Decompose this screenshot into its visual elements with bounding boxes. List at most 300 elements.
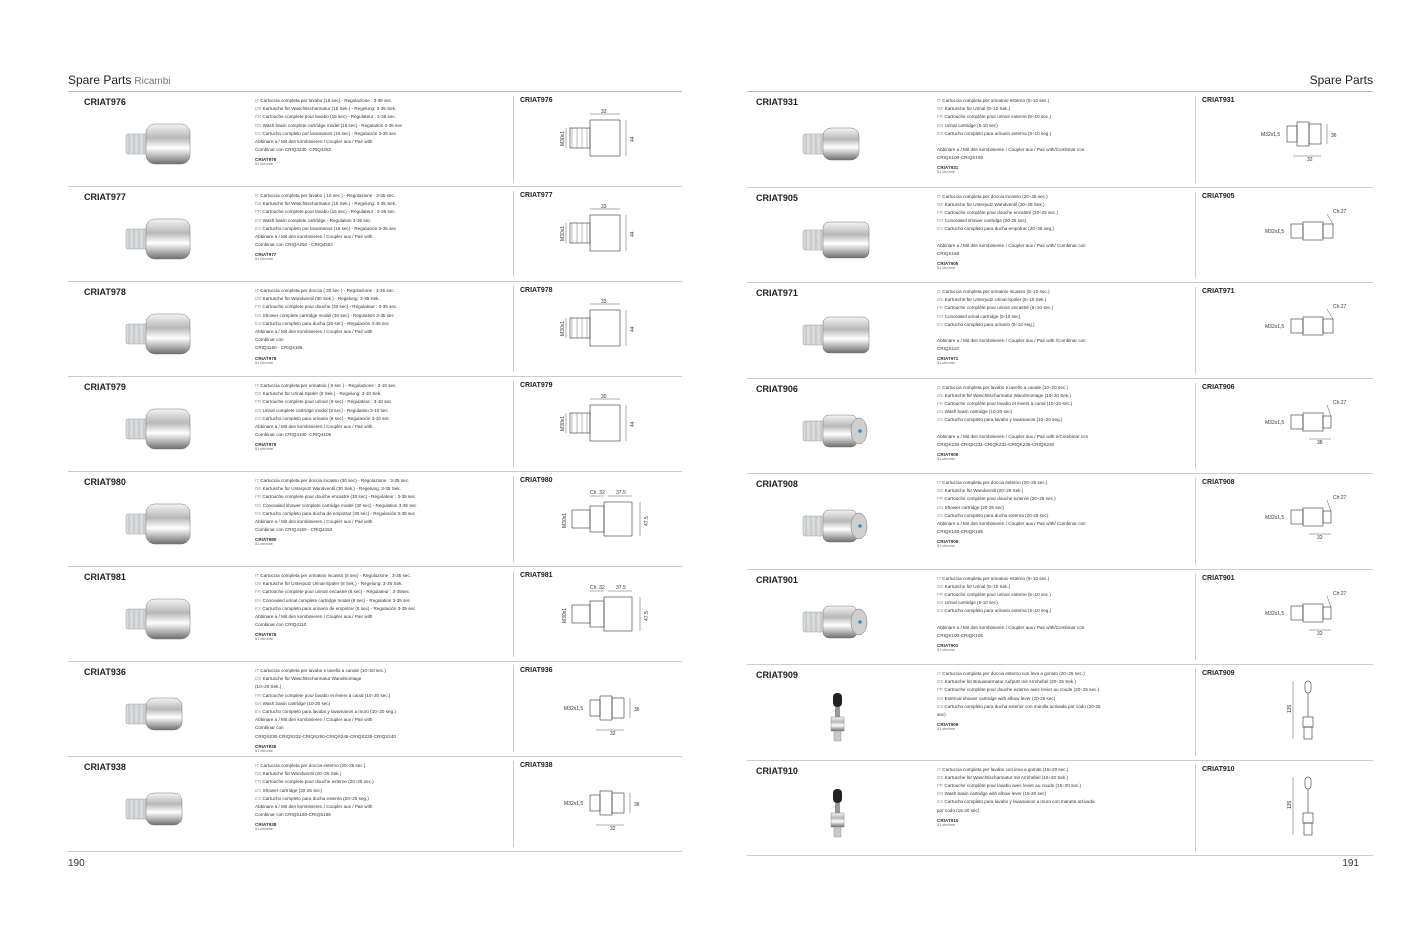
article-code: CRIAT905 (937, 260, 959, 266)
description-text: Cartucho completo para ducha de empotrar (30 sec) - Regulación 3-35 sec (262, 510, 416, 516)
cartridge-photo (797, 691, 877, 743)
drawing-area (1253, 104, 1369, 170)
product-photo (797, 214, 877, 266)
description-text: Abbinare a / Mit den kombinieren / Coupler aux / Pair with/ Combinar con (937, 242, 1086, 248)
language-code: ES (937, 130, 944, 136)
description-line (937, 130, 1137, 138)
product-description (255, 97, 437, 167)
article-code: CRIAT901 (937, 642, 959, 648)
technical-drawing (1253, 582, 1369, 648)
page-header (1310, 73, 1373, 87)
description-text: Combinar con CRIQ4110 (255, 622, 307, 628)
dimension-label: M32x1,5 (1265, 515, 1285, 521)
dimension-label: 47.5 (644, 516, 650, 526)
description-text: CRIQS230-CRIQS232-CRIQS250-CRIQS245-CRIQS235-CRIQS240 (255, 733, 396, 739)
description-text: Kartusche für Wandventil (30 Sek.) - Regelung: 3-35 Sek. (262, 296, 380, 302)
dimension-label: M30x1 (560, 320, 566, 336)
description-line (255, 493, 437, 501)
product-description (255, 667, 437, 754)
column-divider (1195, 478, 1196, 565)
description-line (255, 344, 437, 352)
description-text: Kartusche für Waschtischarmatur mit Armhebel (15÷20 Sek.) (944, 774, 1069, 780)
finish-label: 51 chrome (255, 637, 273, 642)
description-line (255, 208, 437, 216)
description-line (255, 415, 437, 423)
description-text: CRIQK230-CRIQK231-CRIQK232-CRIQK235-CRIQK240 (937, 441, 1055, 447)
description-text: Abbinare a / Mit den kombinieren / Coupler aux / Pair with/Combinar con (937, 624, 1085, 630)
description-text: Abbinare a / Mit den kombinieren / Coupler aux / Pair with (255, 717, 373, 723)
description-line (255, 295, 437, 303)
dimension-label: M32x1,5 (1261, 132, 1281, 138)
description-text: Kartusche für Unterputz Urinal-Spüler (5÷10 Sek.) (944, 297, 1047, 303)
product-row (68, 567, 682, 662)
drawing-area (556, 773, 672, 839)
description-text: Cartuccia completa per doccia incasso (20÷25 sec.) (942, 193, 1048, 199)
description-line (255, 146, 437, 154)
technical-drawing (556, 678, 672, 744)
finish-label: 51 chrome (937, 647, 955, 652)
technical-drawing (556, 583, 672, 649)
description-text: Abbinare a / Mit den kombinieren / Coupler aux / Pair with n/Combinar con (937, 433, 1089, 439)
description-line (255, 708, 437, 716)
description-line (937, 201, 1137, 209)
description-line (937, 113, 1137, 121)
description-text: Cartouche complète pour lavabo avec levier au coude (15÷20 sec.) (944, 782, 1081, 788)
language-code: EN (255, 122, 262, 128)
description-line (255, 138, 437, 146)
description-text: CRIQK100-CRIQK105 (937, 632, 983, 638)
description-text: Abbinare a / Mit den kombinieren / Coupler aux / Pair with (255, 329, 373, 335)
description-line (255, 724, 437, 732)
dimension-label: Ch.27 (1333, 399, 1347, 406)
cartridge-photo (797, 405, 877, 457)
description-line (255, 803, 437, 811)
description-text: Cartuccia completa per orinatoio incasso (8 sec) - Regolazione : 3-35 sec. (260, 573, 411, 578)
language-code: FR (937, 496, 944, 502)
product-code: CRIAT980 (84, 477, 126, 487)
article-footer (255, 442, 437, 452)
description-line (937, 329, 1137, 337)
description-text: Cartouche complète pour douche externe (20÷25 sec.) (944, 496, 1056, 502)
language-code: ES (255, 225, 262, 231)
product-row (68, 662, 682, 757)
description-line (255, 431, 437, 439)
description-text: Cartucho completo por lavamanos (15 sec) - Regulación 3-35 sec (262, 225, 397, 231)
product-photo (797, 787, 877, 839)
product-photo (120, 213, 200, 265)
finish-label: 51 chrome (255, 162, 273, 167)
description-line (937, 296, 1137, 304)
description-text: Cartucho completo para ducha (30 sec) - Regulación 3-35 sec (262, 320, 390, 326)
language-code: ES (255, 415, 262, 421)
dimension-label: 44 (630, 326, 636, 332)
cartridge-photo (120, 308, 200, 360)
product-code: CRIAT981 (84, 572, 126, 582)
description-text: Cartouche complete pour douche (30 sec) - Régulateur : 3-35 sec. (262, 304, 398, 310)
dimension-label: 32 (1317, 535, 1323, 541)
description-line (937, 575, 1137, 583)
description-line (937, 703, 1137, 711)
language-code: FR (255, 779, 262, 785)
drawing-code: CRIAT976 (520, 97, 553, 104)
header-title: Spare Parts (68, 73, 132, 87)
language-code: EN (255, 787, 262, 793)
description-text: Cartouche complète pour douche externe avec levier au coude (20÷25 sec.) (944, 687, 1100, 693)
description-line (255, 217, 437, 225)
description-line (937, 624, 1137, 632)
description-text: Kartusche für Urinal (5÷10 Sek.) (944, 106, 1011, 112)
technical-drawing (1253, 773, 1369, 839)
dimension-label: Ch. 32 (590, 490, 605, 496)
description-text: por codo (15-20 sec) (937, 807, 980, 813)
description-line (937, 225, 1137, 233)
language-code: IT (937, 384, 941, 390)
product-code: CRIAT908 (756, 479, 798, 489)
language-code: FR (255, 399, 262, 405)
description-line (255, 787, 437, 795)
column-divider (1195, 192, 1196, 279)
drawing-area (1253, 295, 1369, 361)
dimension-label: 36 (634, 707, 640, 713)
description-text: Wash basin complete cartridge model (15 sec) - Regulation 3-35 sec (262, 122, 403, 128)
article-code: CRIAT980 (255, 537, 277, 543)
description-line (255, 287, 437, 295)
drawing-area (1253, 200, 1369, 266)
dimension-label: 44 (630, 231, 636, 237)
language-code: ES (255, 709, 262, 715)
description-text: Cartuccia completa per orinatoio esterno (5÷10 sec.) (942, 575, 1050, 581)
drawing-area (1253, 582, 1369, 648)
article-footer (937, 722, 1137, 732)
description-line (937, 384, 1137, 392)
description-text: Kartusche für Waschtischarmatur Wandmontage (262, 676, 362, 682)
description-line (937, 528, 1137, 536)
description-line (937, 790, 1137, 798)
product-description (937, 384, 1137, 462)
description-line (937, 433, 1137, 441)
cartridge-photo (797, 214, 877, 266)
language-code: EN (255, 597, 262, 603)
left-page (68, 0, 682, 933)
language-code: ES (255, 130, 262, 136)
description-text: Cartuccia completa per lavabo (15 sec) - Regolazione : 3-35 sec. (260, 98, 393, 103)
description-text: Cartuccia completa per doccia ( 30 sec ) - Regolazione : 3-35 sec. (260, 288, 395, 293)
cartridge-photo (120, 118, 200, 170)
article-footer (937, 643, 1137, 653)
article-code: CRIAT906 (937, 451, 959, 457)
description-line (255, 105, 437, 113)
description-text: CRIQS150 (937, 250, 960, 256)
technical-drawing (1253, 295, 1369, 361)
product-description (937, 193, 1137, 271)
cartridge-photo (797, 787, 877, 839)
product-code: CRIAT938 (84, 762, 126, 772)
description-line (255, 770, 437, 778)
description-text: Abbinare a / Mit den kombinieren / Coupler aux / Pair with (255, 424, 373, 430)
drawing-code: CRIAT906 (1202, 383, 1235, 391)
description-line (937, 193, 1137, 201)
dimension-label: M32x1,5 (1265, 324, 1285, 330)
language-code: ES (255, 605, 262, 611)
description-text: Cartouche complete pour lavabo (15 sec) - Régulateur : 3-35 sec. (262, 209, 396, 215)
description-text: Combinar con (255, 337, 284, 343)
description-text: Abbinare a / Mit den kombinieren / Coupler aux / Pair with (255, 804, 373, 810)
description-line (937, 807, 1137, 815)
language-code: FR (937, 591, 944, 597)
product-description (937, 575, 1137, 653)
language-code: IT (255, 668, 259, 673)
product-code: CRIAT905 (756, 192, 798, 203)
column-divider (513, 666, 514, 752)
page-header (68, 73, 171, 87)
description-line (255, 733, 437, 741)
column-divider (1195, 669, 1196, 756)
description-line (255, 423, 437, 431)
description-text: Shower complete cartridge model (30 sec) - Regulation 3-35 sec (262, 312, 394, 318)
description-text: Cartucho completo para urinario (8 sec) - Regulación 3-10 sec (262, 415, 390, 421)
description-text: Cartuccia completa per lavabo ( 15 sec ) - Regolazione : 3-35 sec. (260, 193, 396, 198)
product-row (747, 188, 1373, 284)
cartridge-photo (120, 213, 200, 265)
article-footer (937, 539, 1137, 549)
description-line (255, 588, 437, 596)
product-photo (797, 596, 877, 648)
finish-label: 51 chrome (255, 257, 273, 262)
drawing-code: CRIAT938 (520, 762, 553, 769)
language-code: DE (255, 581, 262, 587)
description-line (255, 398, 437, 406)
description-line (937, 495, 1137, 503)
product-photo (120, 403, 200, 455)
drawing-code: CRIAT978 (520, 287, 553, 294)
language-code: EN (937, 218, 944, 224)
right-page (747, 0, 1373, 933)
description-line (937, 686, 1137, 694)
dimension-label: M32x1,5 (1265, 419, 1285, 426)
description-line (255, 130, 437, 138)
description-text: Concealed shower complete cartridge model (30 sec) - Regulation 3-35 sec (262, 502, 417, 508)
product-code: CRIAT977 (84, 192, 126, 202)
description-line (255, 700, 437, 708)
description-line (255, 97, 437, 105)
language-code: IT (937, 480, 941, 485)
description-line (937, 313, 1137, 321)
language-code: DE (937, 106, 944, 112)
product-row (747, 761, 1373, 857)
product-row (68, 757, 682, 852)
description-line (255, 382, 437, 390)
description-text: Cartuccia completa per doccia esterno (20÷25 sec.) (942, 480, 1048, 485)
product-row (68, 282, 682, 377)
drawing-code: CRIAT910 (1202, 765, 1235, 773)
description-line (255, 502, 437, 510)
article-footer (255, 252, 437, 262)
article-footer (255, 356, 437, 366)
drawing-code: CRIAT980 (520, 477, 553, 484)
language-code: EN (937, 122, 944, 128)
technical-drawing (1253, 200, 1369, 266)
description-text: CRIQS110 (937, 346, 959, 352)
product-code: CRIAT971 (756, 288, 798, 298)
product-row (747, 379, 1373, 475)
language-code: FR (255, 304, 262, 310)
language-code: FR (937, 305, 944, 311)
technical-drawing (556, 773, 672, 839)
language-code: DE (255, 391, 262, 397)
technical-drawing (556, 298, 672, 364)
description-text: Combinar con CRIQS160-CRIQS165 (255, 812, 331, 818)
column-divider (513, 761, 514, 847)
product-description (255, 762, 437, 832)
language-code: FR (255, 692, 262, 698)
language-code: FR (255, 494, 262, 500)
article-code: CRIAT909 (937, 722, 959, 728)
drawing-code: CRIAT905 (1202, 192, 1235, 200)
article-footer (255, 744, 437, 754)
language-code: DE (937, 583, 944, 589)
product-code: CRIAT979 (84, 382, 126, 392)
description-line (937, 122, 1137, 130)
drawing-code: CRIAT977 (520, 192, 553, 199)
finish-label: 51 chrome (255, 748, 273, 753)
dimension-label: M32x1,5 (1265, 228, 1285, 235)
description-text: Wash basin cartridge (10-20 sec) (944, 409, 1013, 415)
description-line (255, 683, 437, 691)
column-divider (1195, 765, 1196, 852)
finish-label: 51 chrome (255, 447, 273, 452)
dimension-label: Ch.27 (1333, 495, 1347, 501)
dimension-label: 32 (1307, 157, 1313, 163)
dimension-label: Ch.27 (1333, 208, 1347, 215)
description-line (937, 416, 1137, 424)
drawing-code: CRIAT981 (520, 572, 553, 579)
description-line (937, 766, 1137, 774)
description-text: Concealed urinal cartridge (5-10 sec) (944, 313, 1021, 319)
dimension-label: 30 (601, 394, 607, 400)
product-photo (120, 498, 200, 550)
article-footer (937, 452, 1137, 462)
description-line (255, 113, 437, 121)
dimension-label: 32 (610, 826, 616, 832)
language-code: EN (255, 502, 262, 508)
description-text: Cartucho completo para ducha exterior con manilla activada por codo (20-25 (944, 703, 1101, 709)
language-code: EN (937, 313, 944, 319)
article-code: CRIAT936 (255, 743, 277, 749)
description-line (937, 288, 1137, 296)
description-text: Urinal complete cartridge model (8 sec) - Regulation 3-10 sec (262, 407, 388, 413)
product-code: CRIAT910 (756, 765, 798, 776)
description-text: Cartucho completo para lavabo y lavamanos (10÷20 seg.) (944, 417, 1063, 423)
product-photo (120, 688, 200, 740)
product-photo (120, 308, 200, 360)
product-photo (797, 691, 877, 743)
description-text: Combinar con CRIQ4150 - CRIQ4152 (255, 527, 333, 533)
drawing-area (556, 488, 672, 554)
cartridge-photo (120, 403, 200, 455)
description-line (937, 670, 1137, 678)
dimension-label: 37.5 (616, 490, 626, 496)
language-code: EN (937, 409, 944, 415)
description-line (255, 526, 437, 534)
drawing-area (1253, 677, 1369, 743)
description-text: External shower cartridge with elbow lever (20-25 sec) (944, 695, 1056, 701)
language-code: DE (255, 676, 262, 682)
product-description (937, 766, 1137, 828)
description-line (937, 512, 1137, 520)
description-line (255, 667, 437, 675)
description-text: Wash basin cartridge with elbow lever (15-20 sec) (944, 791, 1047, 797)
cartridge-photo (797, 596, 877, 648)
description-text: Wash basin complete cartridge - Regulation 3-35 sec (262, 217, 371, 223)
column-divider (1195, 96, 1196, 183)
description-text: Cartucho completo para urinario (5÷10 seg.) (944, 321, 1035, 327)
description-text: Combinar con CRIQ4230 -CRIQ4252 (255, 147, 332, 153)
product-description (937, 288, 1137, 366)
product-description (937, 97, 1137, 175)
dimension-label: Ch.27 (1333, 304, 1347, 310)
description-line (937, 441, 1137, 449)
description-text: Shower cartridge (20-25 sec) (262, 787, 322, 793)
description-text: sec) (937, 712, 946, 718)
language-code: FR (937, 687, 944, 693)
description-line (937, 345, 1137, 353)
language-code: EN (937, 600, 944, 606)
language-code: EN (255, 407, 262, 413)
cartridge-photo (120, 498, 200, 550)
product-row (68, 472, 682, 567)
drawing-area (1253, 486, 1369, 552)
description-text: Combinar con CRIQ4100 -CRIQ4105 (255, 432, 332, 438)
language-code: IT (937, 671, 941, 676)
description-line (255, 336, 437, 344)
description-text: Combinar con (255, 725, 284, 731)
article-code: CRIAT938 (255, 822, 277, 828)
description-text: Cartucho completo para ducha empotrar (20÷25 seg.) (944, 226, 1054, 232)
product-description (937, 479, 1137, 549)
language-code: DE (255, 486, 262, 492)
description-text: Cartuccia completa per lavabo e lavello a canale (10÷20 sec.) (942, 384, 1068, 390)
drawing-area (556, 678, 672, 744)
description-line (255, 233, 437, 241)
description-line (255, 477, 437, 485)
drawing-code: CRIAT909 (1202, 670, 1235, 677)
description-text: Kartusche für Unterputz Wandventil (20÷25 Sek.) (944, 201, 1045, 207)
language-code: DE (255, 296, 262, 302)
description-line (255, 597, 437, 605)
language-code: ES (937, 321, 944, 327)
description-text: Combinar con CRIQA250 - CRIQ4252 (255, 242, 333, 248)
language-code: IT (255, 193, 259, 198)
description-line (937, 479, 1137, 487)
dimension-label: Ch.27 (1333, 590, 1347, 597)
technical-drawing (1253, 677, 1369, 743)
description-text: Urinal cartridge (5-10 sec) (944, 122, 998, 128)
drawing-area (1253, 773, 1369, 839)
product-description (937, 670, 1137, 732)
dimension-label: M32x1,5 (564, 706, 584, 712)
description-line (255, 675, 437, 683)
article-footer (937, 165, 1137, 175)
language-code: IT (255, 478, 259, 483)
description-line (937, 678, 1137, 686)
description-text: Abbinare a / Mit den kombinieren / Coupler aux / Pair with (255, 139, 373, 145)
description-line (937, 487, 1137, 495)
language-code: DE (937, 201, 944, 207)
language-code: FR (255, 209, 262, 215)
language-code: FR (255, 114, 262, 120)
description-text: Concealed urinal complete cartridge model (8 sec) - Regulation 3-35 sec (262, 597, 411, 603)
article-code: CRIAT978 (255, 355, 277, 361)
